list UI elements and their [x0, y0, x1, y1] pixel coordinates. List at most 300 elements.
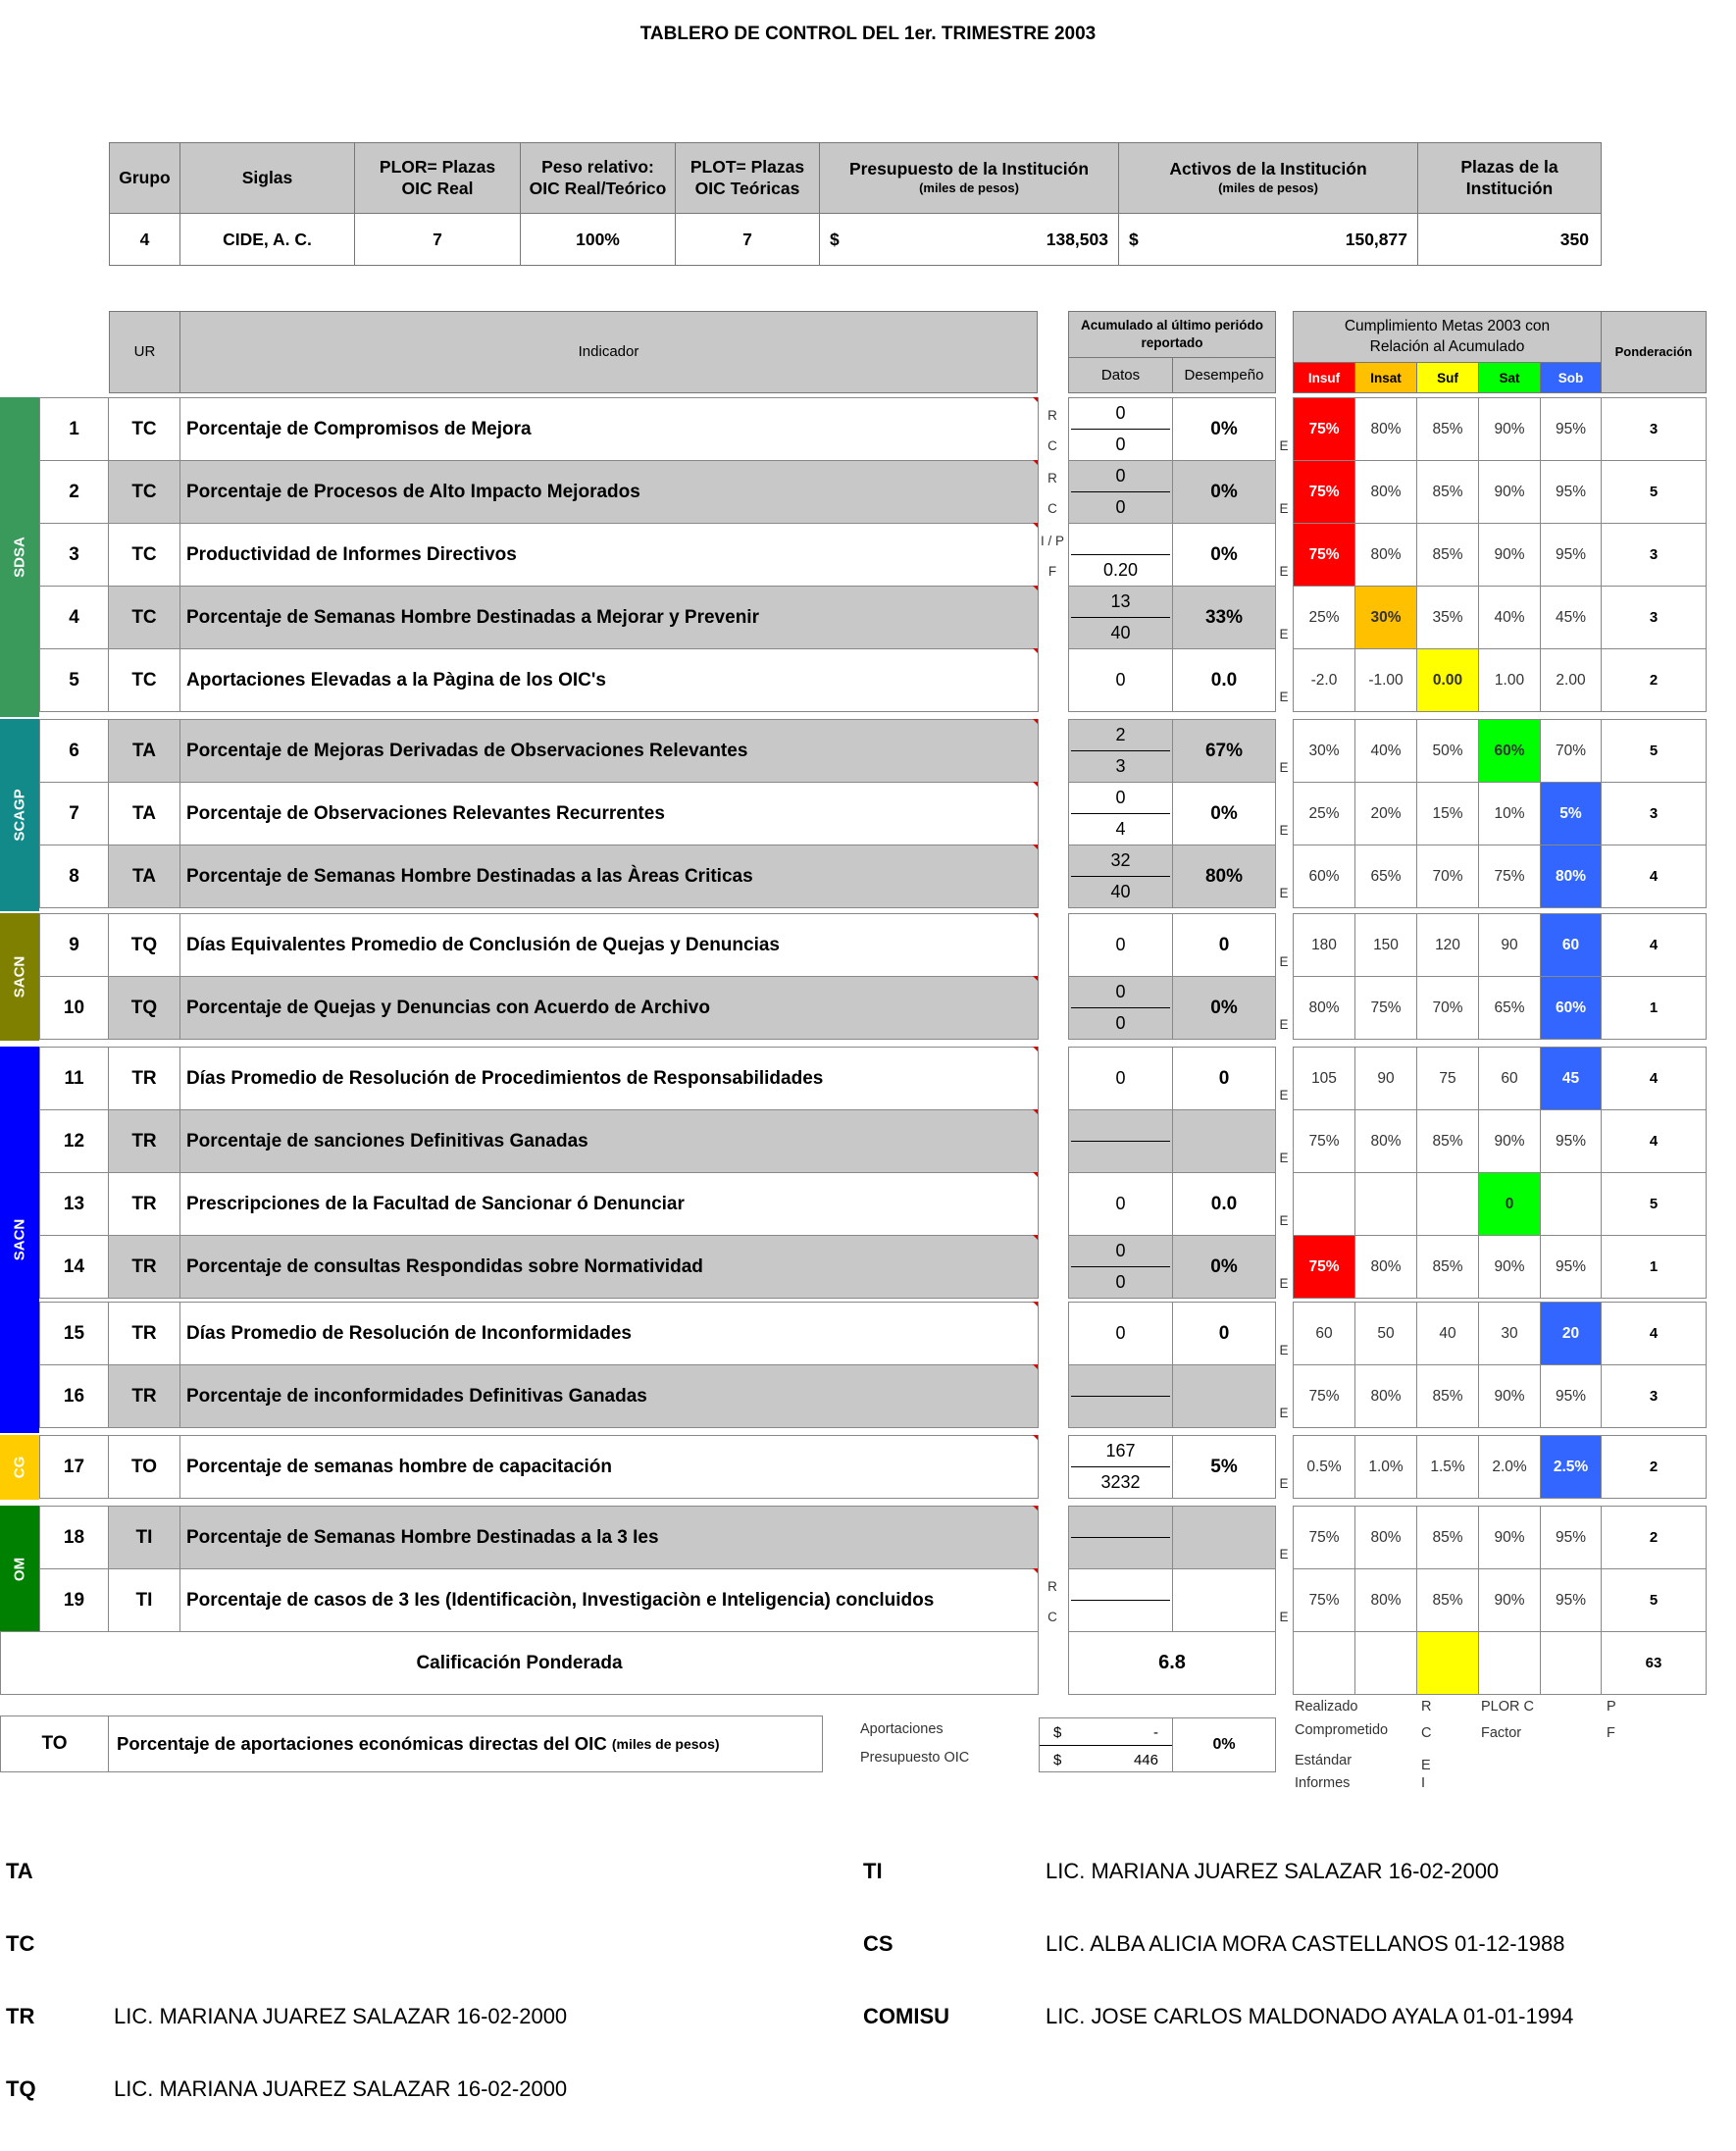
- comment-marker: [1033, 976, 1038, 981]
- row-datos-denominator: 0: [1115, 435, 1126, 454]
- header-siglas: Siglas: [179, 142, 355, 214]
- threshold-cell: 80%: [1354, 523, 1417, 587]
- threshold-cell: 75%: [1293, 1506, 1355, 1569]
- threshold-cell: 2.00: [1540, 648, 1602, 712]
- comment-marker: [1033, 1435, 1038, 1440]
- threshold-cell: 85%: [1416, 523, 1479, 587]
- row-desempeno: 0%: [1172, 782, 1276, 845]
- level-insat: Insat: [1354, 362, 1417, 393]
- legend-code-p: P: [1607, 1699, 1616, 1715]
- group-label: SACN: [11, 1218, 28, 1261]
- row-datos-denominator: 0.20: [1102, 560, 1139, 580]
- row-indicador: Días Equivalentes Promedio de Conclusión de Quejas y Denuncias: [179, 913, 1039, 977]
- header-cumplimiento: Cumplimiento Metas 2003 con Relación al Acumulado: [1293, 311, 1602, 363]
- row-ponderacion: 4: [1601, 913, 1707, 977]
- threshold-cell: 85%: [1416, 397, 1479, 461]
- row-number: 19: [39, 1568, 109, 1632]
- row-desempeno: [1172, 1109, 1276, 1173]
- row-number: 11: [39, 1047, 109, 1110]
- row-desempeno: 0: [1172, 913, 1276, 977]
- header-acumulado: Acumulado al último periódo reportado: [1068, 311, 1276, 358]
- row-datos: [1068, 460, 1173, 524]
- calificacion-value: 6.8: [1068, 1631, 1276, 1695]
- threshold-cell: 10%: [1478, 782, 1541, 845]
- row-number: 16: [39, 1364, 109, 1428]
- row-estandar-label: E: [1279, 627, 1289, 641]
- threshold-cell: 50%: [1416, 719, 1479, 783]
- row-number: 15: [39, 1302, 109, 1365]
- to-values: [1039, 1717, 1173, 1772]
- row-datos: [1068, 1568, 1173, 1632]
- legend-realizado: Realizado: [1295, 1699, 1358, 1715]
- row-ponderacion: 4: [1601, 1302, 1707, 1365]
- value-plor: 7: [354, 213, 521, 266]
- row-ur: TC: [108, 397, 180, 461]
- row-indicador: Productividad de Informes Directivos: [179, 523, 1039, 587]
- row-datos-numerator: 0: [1071, 1236, 1170, 1267]
- threshold-cell: 85%: [1416, 1506, 1479, 1569]
- threshold-cell: 80%: [1354, 1506, 1417, 1569]
- header-peso: Peso relativo: OIC Real/Teórico: [520, 142, 676, 214]
- level-suf: Suf: [1416, 362, 1479, 393]
- threshold-cell: 30: [1478, 1302, 1541, 1365]
- row-number: 4: [39, 586, 109, 649]
- threshold-cell: 95%: [1540, 460, 1602, 524]
- row-ur: TO: [108, 1435, 180, 1499]
- level-sob: Sob: [1540, 362, 1602, 393]
- threshold-cell: 105: [1293, 1047, 1355, 1110]
- aportaciones-amount: -: [1153, 1724, 1158, 1741]
- threshold-cell-highlighted: 30%: [1354, 586, 1417, 649]
- threshold-cell: 90%: [1478, 460, 1541, 524]
- row-datos-numerator: [1071, 1365, 1170, 1397]
- row-datos: [1068, 586, 1173, 649]
- row-estandar-label: E: [1279, 1213, 1289, 1228]
- row-indicador: Porcentaje de Procesos de Alto Impacto Mejorados: [179, 460, 1039, 524]
- row-estandar-label: E: [1279, 1476, 1289, 1491]
- threshold-cell-highlighted: 0: [1478, 1172, 1541, 1236]
- threshold-cell-highlighted: 75%: [1293, 397, 1355, 461]
- signature-name-comisu: LIC. JOSE CARLOS MALDONADO AYALA 01-01-1994: [1046, 2004, 1574, 2028]
- threshold-cell: 85%: [1416, 1568, 1479, 1632]
- group-label: SDSA: [11, 537, 28, 578]
- header-plor: PLOR= Plazas OIC Real: [354, 142, 521, 214]
- header-plot: PLOT= Plazas OIC Teóricas: [675, 142, 820, 214]
- threshold-cell: 65%: [1354, 845, 1417, 908]
- row-number: 17: [39, 1435, 109, 1499]
- row-ponderacion: 2: [1601, 1435, 1707, 1499]
- threshold-cell-highlighted: 75%: [1293, 523, 1355, 587]
- row-datos-numerator: 0: [1071, 977, 1170, 1008]
- row-number: 13: [39, 1172, 109, 1236]
- row-number: 1: [39, 397, 109, 461]
- row-number: 2: [39, 460, 109, 524]
- row-estandar-label: E: [1279, 1547, 1289, 1562]
- threshold-cell: 40%: [1478, 586, 1541, 649]
- row-desempeno: 0: [1172, 1047, 1276, 1110]
- value-presupuesto: [819, 213, 1119, 266]
- threshold-cell-highlighted: 75%: [1293, 460, 1355, 524]
- row-ponderacion: 5: [1601, 1172, 1707, 1236]
- threshold-cell: 75: [1416, 1047, 1479, 1110]
- comment-marker: [1033, 586, 1038, 590]
- threshold-cell: 90%: [1478, 1109, 1541, 1173]
- row-desempeno: 67%: [1172, 719, 1276, 783]
- comment-marker: [1033, 460, 1038, 465]
- row-estandar-label: E: [1279, 1276, 1289, 1291]
- to-code: TO: [0, 1716, 109, 1772]
- row-indicador: Porcentaje de Semanas Hombre Destinadas a Mejorar y Prevenir: [179, 586, 1039, 649]
- row-datos-numerator: 0: [1071, 461, 1170, 492]
- threshold-cell: 150: [1354, 913, 1417, 977]
- header-plazas: Plazas de la Institución: [1417, 142, 1602, 214]
- threshold-cell: 90: [1354, 1047, 1417, 1110]
- threshold-cell: 2.0%: [1478, 1435, 1541, 1499]
- header-activos-unit: (miles de pesos): [1218, 180, 1318, 196]
- row-number: 6: [39, 719, 109, 783]
- row-indicador: Aportaciones Elevadas a la Pàgina de los OIC's: [179, 648, 1039, 712]
- row-datos-denominator: 3232: [1100, 1472, 1141, 1492]
- threshold-cell-highlighted: 60%: [1540, 976, 1602, 1040]
- signature-code-tr: TR: [6, 2004, 35, 2028]
- to-indicador-label: Porcentaje de aportaciones económicas directas del OIC: [117, 1733, 607, 1754]
- threshold-cell-highlighted: 45: [1540, 1047, 1602, 1110]
- row-indicador: Porcentaje de Observaciones Relevantes Recurrentes: [179, 782, 1039, 845]
- row-ponderacion: 2: [1601, 648, 1707, 712]
- row-indicador: Porcentaje de Mejoras Derivadas de Observaciones Relevantes: [179, 719, 1039, 783]
- row-ur: TC: [108, 648, 180, 712]
- row-ur: TC: [108, 523, 180, 587]
- threshold-cell: 60: [1478, 1047, 1541, 1110]
- threshold-cell: 75%: [1478, 845, 1541, 908]
- threshold-cell: 95%: [1540, 397, 1602, 461]
- threshold-cell: -1.00: [1354, 648, 1417, 712]
- row-ponderacion: 4: [1601, 1109, 1707, 1173]
- row-ponderacion: 4: [1601, 845, 1707, 908]
- row-estandar-label: E: [1279, 1406, 1289, 1420]
- threshold-cell: [1416, 1172, 1479, 1236]
- row-number: 7: [39, 782, 109, 845]
- row-estandar-label: E: [1279, 760, 1289, 775]
- signature-code-cs: CS: [863, 1931, 894, 1956]
- row-estandar-label: E: [1279, 1017, 1289, 1032]
- threshold-cell: 90%: [1478, 523, 1541, 587]
- row-type-label-bottom: C: [1047, 501, 1057, 516]
- row-datos: [1068, 1235, 1173, 1299]
- group-bar-scagp: [0, 719, 39, 911]
- row-number: 18: [39, 1506, 109, 1569]
- threshold-cell-highlighted: 80%: [1540, 845, 1602, 908]
- row-ur: TQ: [108, 976, 180, 1040]
- aportaciones-label: Aportaciones: [860, 1721, 944, 1737]
- calificacion-total: 63: [1601, 1631, 1707, 1695]
- threshold-cell-highlighted: 20: [1540, 1302, 1602, 1365]
- value-plazas: 350: [1417, 213, 1602, 266]
- row-datos-numerator: [1071, 524, 1170, 555]
- row-ponderacion: 3: [1601, 523, 1707, 587]
- threshold-cell: 15%: [1416, 782, 1479, 845]
- threshold-cell: [1293, 1172, 1355, 1236]
- comment-marker: [1033, 1302, 1038, 1306]
- header-grupo: Grupo: [109, 142, 180, 214]
- row-datos: [1068, 1506, 1173, 1569]
- presupuesto-amount: 138,503: [1046, 229, 1108, 249]
- row-indicador: Porcentaje de casos de 3 Ies (Identificaciòn, Investigaciòn e Inteligencia) concluidos: [179, 1568, 1039, 1632]
- to-indicador: [108, 1716, 823, 1772]
- threshold-cell: 95%: [1540, 1109, 1602, 1173]
- legend-informes: Informes: [1295, 1775, 1351, 1791]
- row-datos-denominator: [1069, 1601, 1172, 1631]
- row-desempeno: 0: [1172, 1302, 1276, 1365]
- row-ur: TR: [108, 1109, 180, 1173]
- threshold-cell: 95%: [1540, 1235, 1602, 1299]
- header-activos: [1118, 142, 1418, 214]
- presupuesto-oic-amount: 446: [1133, 1751, 1158, 1768]
- threshold-cell: 75%: [1293, 1364, 1355, 1428]
- threshold-cell: 85%: [1416, 1364, 1479, 1428]
- row-datos: [1068, 1364, 1173, 1428]
- threshold-cell: 70%: [1416, 845, 1479, 908]
- threshold-cell: 0.5%: [1293, 1435, 1355, 1499]
- row-estandar-label: E: [1279, 823, 1289, 838]
- row-ponderacion: 3: [1601, 586, 1707, 649]
- legend-plorc: PLOR C: [1481, 1699, 1534, 1715]
- row-ur: TR: [108, 1302, 180, 1365]
- legend-code-f: F: [1607, 1725, 1615, 1741]
- row-datos-denominator: [1069, 1142, 1172, 1172]
- value-grupo: 4: [109, 213, 180, 266]
- threshold-cell: 40: [1416, 1302, 1479, 1365]
- row-number: 3: [39, 523, 109, 587]
- threshold-cell: 90%: [1478, 1235, 1541, 1299]
- row-datos: 0: [1068, 648, 1173, 712]
- row-datos: [1068, 1109, 1173, 1173]
- threshold-cell: 80%: [1354, 397, 1417, 461]
- threshold-cell: 85%: [1416, 1109, 1479, 1173]
- signature-name-tq: LIC. MARIANA JUAREZ SALAZAR 16-02-2000: [114, 2076, 568, 2101]
- calificacion-sob: [1540, 1631, 1602, 1695]
- threshold-cell: 180: [1293, 913, 1355, 977]
- row-desempeno: [1172, 1506, 1276, 1569]
- row-type-label-top: R: [1047, 1579, 1057, 1594]
- row-ponderacion: 3: [1601, 782, 1707, 845]
- row-datos-denominator: 4: [1115, 819, 1126, 839]
- group-bar-cg: [0, 1435, 39, 1500]
- row-indicador: Porcentaje de Quejas y Denuncias con Acuerdo de Archivo: [179, 976, 1039, 1040]
- row-indicador: Prescripciones de la Facultad de Sancionar ó Denunciar: [179, 1172, 1039, 1236]
- row-datos-denominator: 40: [1110, 623, 1131, 642]
- threshold-cell: [1540, 1172, 1602, 1236]
- threshold-cell: 30%: [1293, 719, 1355, 783]
- row-ponderacion: 3: [1601, 1364, 1707, 1428]
- row-ponderacion: 3: [1601, 397, 1707, 461]
- threshold-cell: 60%: [1293, 845, 1355, 908]
- currency-symbol: $: [830, 229, 840, 249]
- row-desempeno: 0%: [1172, 523, 1276, 587]
- threshold-cell: -2.0: [1293, 648, 1355, 712]
- row-estandar-label: E: [1279, 1343, 1289, 1357]
- legend-code-i: I: [1421, 1775, 1426, 1791]
- threshold-cell: 85%: [1416, 460, 1479, 524]
- value-peso: 100%: [520, 213, 676, 266]
- row-ponderacion: 5: [1601, 719, 1707, 783]
- signature-name-tr: LIC. MARIANA JUAREZ SALAZAR 16-02-2000: [114, 2004, 568, 2028]
- row-desempeno: 0%: [1172, 976, 1276, 1040]
- row-type-label-top: R: [1047, 408, 1057, 423]
- row-number: 10: [39, 976, 109, 1040]
- threshold-cell: 1.0%: [1354, 1435, 1417, 1499]
- row-datos: [1068, 845, 1173, 908]
- row-ponderacion: 5: [1601, 460, 1707, 524]
- value-siglas: CIDE, A. C.: [179, 213, 355, 266]
- legend-estandar: Estándar: [1295, 1753, 1353, 1768]
- row-ur: TR: [108, 1235, 180, 1299]
- comment-marker: [1033, 523, 1038, 528]
- row-datos: 0: [1068, 1172, 1173, 1236]
- threshold-cell: 70%: [1416, 976, 1479, 1040]
- row-datos-numerator: 167: [1071, 1436, 1170, 1467]
- row-datos-numerator: 0: [1071, 783, 1170, 814]
- threshold-cell: [1354, 1172, 1417, 1236]
- row-desempeno: 0%: [1172, 397, 1276, 461]
- comment-marker: [1033, 1172, 1038, 1177]
- threshold-cell: 80%: [1354, 1235, 1417, 1299]
- row-datos: 0: [1068, 1302, 1173, 1365]
- threshold-cell: 65%: [1478, 976, 1541, 1040]
- legend-code-r: R: [1421, 1699, 1432, 1715]
- row-type-label-bottom: C: [1047, 438, 1057, 453]
- threshold-cell-highlighted: 60%: [1478, 719, 1541, 783]
- row-number: 5: [39, 648, 109, 712]
- row-ponderacion: 1: [1601, 1235, 1707, 1299]
- group-bar-om: [0, 1506, 39, 1632]
- row-desempeno: [1172, 1364, 1276, 1428]
- to-indicador-unit: (miles de pesos): [611, 1736, 720, 1752]
- threshold-cell: 90%: [1478, 1506, 1541, 1569]
- row-estandar-label: E: [1279, 690, 1289, 704]
- value-plot: 7: [675, 213, 820, 266]
- row-datos-denominator: 40: [1110, 882, 1131, 901]
- signature-name-cs: LIC. ALBA ALICIA MORA CASTELLANOS 01-12-1988: [1046, 1931, 1565, 1956]
- header-activos-label: Activos de la Institución: [1169, 159, 1367, 179]
- threshold-cell: 20%: [1354, 782, 1417, 845]
- row-datos-denominator: 0: [1115, 1272, 1126, 1292]
- legend-code-e: E: [1421, 1758, 1431, 1773]
- row-ur: TA: [108, 782, 180, 845]
- signature-code-tc: TC: [6, 1931, 35, 1956]
- legend-factor: Factor: [1481, 1725, 1522, 1741]
- level-sat: Sat: [1478, 362, 1541, 393]
- signature-name-ti: LIC. MARIANA JUAREZ SALAZAR 16-02-2000: [1046, 1859, 1500, 1883]
- threshold-cell-highlighted: 75%: [1293, 1235, 1355, 1299]
- row-desempeno: 0%: [1172, 460, 1276, 524]
- comment-marker: [1033, 1109, 1038, 1114]
- row-estandar-label: E: [1279, 564, 1289, 579]
- group-bar-sdsa: [0, 397, 39, 717]
- threshold-cell: 80%: [1354, 1109, 1417, 1173]
- row-datos: [1068, 523, 1173, 587]
- row-datos: [1068, 782, 1173, 845]
- row-datos-numerator: [1071, 1569, 1170, 1601]
- currency-symbol: $: [1129, 229, 1139, 249]
- threshold-cell: 95%: [1540, 523, 1602, 587]
- threshold-cell-highlighted: 5%: [1540, 782, 1602, 845]
- level-insuf: Insuf: [1293, 362, 1355, 393]
- header-datos: Datos: [1068, 357, 1173, 393]
- row-desempeno: 80%: [1172, 845, 1276, 908]
- row-estandar-label: E: [1279, 438, 1289, 453]
- threshold-cell: 75%: [1293, 1109, 1355, 1173]
- row-datos-numerator: [1071, 1507, 1170, 1538]
- row-desempeno: 0.0: [1172, 1172, 1276, 1236]
- threshold-cell: 1.5%: [1416, 1435, 1479, 1499]
- header-presupuesto: [819, 142, 1119, 214]
- aportaciones-value: [1040, 1718, 1172, 1746]
- to-desempeno: 0%: [1172, 1717, 1276, 1772]
- calificacion-insat: [1354, 1631, 1417, 1695]
- threshold-cell: 85%: [1416, 1235, 1479, 1299]
- legend-code-c: C: [1421, 1725, 1432, 1741]
- signature-code-ta: TA: [6, 1859, 33, 1883]
- signature-code-comisu: COMISU: [863, 2004, 949, 2028]
- row-indicador: Porcentaje de consultas Respondidas sobre Normatividad: [179, 1235, 1039, 1299]
- comment-marker: [1033, 913, 1038, 918]
- threshold-cell: 95%: [1540, 1568, 1602, 1632]
- row-ponderacion: 5: [1601, 1568, 1707, 1632]
- row-ur: TI: [108, 1568, 180, 1632]
- comment-marker: [1033, 1047, 1038, 1051]
- row-datos: 0: [1068, 1047, 1173, 1110]
- row-datos-denominator: [1069, 1538, 1172, 1568]
- row-datos: [1068, 719, 1173, 783]
- threshold-cell: 1.00: [1478, 648, 1541, 712]
- row-datos-numerator: 32: [1071, 845, 1170, 877]
- legend-comprometido: Comprometido: [1295, 1722, 1389, 1738]
- signature-code-tq: TQ: [6, 2076, 36, 2101]
- comment-marker: [1033, 648, 1038, 653]
- row-type-label-bottom: F: [1047, 564, 1057, 579]
- row-datos: [1068, 976, 1173, 1040]
- threshold-cell: 95%: [1540, 1364, 1602, 1428]
- threshold-cell: 60: [1293, 1302, 1355, 1365]
- header-presupuesto-label: Presupuesto de la Institución: [848, 159, 1090, 179]
- threshold-cell: 35%: [1416, 586, 1479, 649]
- comment-marker: [1033, 845, 1038, 849]
- threshold-cell: 90%: [1478, 1364, 1541, 1428]
- threshold-cell: 45%: [1540, 586, 1602, 649]
- row-datos-numerator: [1071, 1110, 1170, 1142]
- group-bar-sacn-1: [0, 913, 39, 1041]
- threshold-cell: 70%: [1540, 719, 1602, 783]
- threshold-cell: 80%: [1354, 1568, 1417, 1632]
- threshold-cell-highlighted: 2.5%: [1540, 1435, 1602, 1499]
- comment-marker: [1033, 397, 1038, 402]
- calificacion-insuf: [1293, 1631, 1355, 1695]
- row-ponderacion: 4: [1601, 1047, 1707, 1110]
- group-label: OM: [11, 1557, 28, 1581]
- row-desempeno: 5%: [1172, 1435, 1276, 1499]
- row-ur: TR: [108, 1047, 180, 1110]
- header-desempeno: Desempeño: [1172, 357, 1276, 393]
- row-datos-denominator: 0: [1115, 1013, 1126, 1033]
- comment-marker: [1033, 1568, 1038, 1573]
- row-datos-denominator: 0: [1115, 497, 1126, 517]
- group-bar-sacn-2: [0, 1047, 39, 1433]
- header-ur: UR: [109, 311, 180, 393]
- threshold-cell: 90%: [1478, 1568, 1541, 1632]
- row-number: 9: [39, 913, 109, 977]
- row-indicador: Porcentaje de inconformidades Definitivas Ganadas: [179, 1364, 1039, 1428]
